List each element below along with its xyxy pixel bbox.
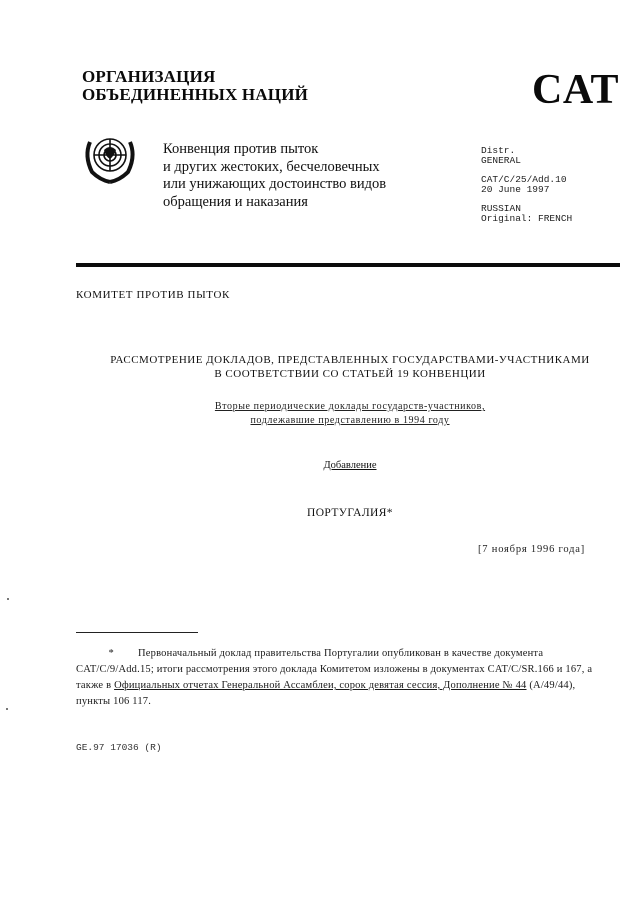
distribution-value: GENERAL: [481, 155, 521, 166]
addendum-label: Добавление: [323, 460, 377, 471]
footnote-text-part2: (A/49/44), пункты 106 117.: [76, 680, 576, 707]
committee-name: КОМИТЕТ ПРОТИВ ПЫТОК: [76, 289, 230, 301]
convention-title: [163, 141, 386, 211]
document-language: RUSSIAN: [481, 203, 521, 214]
document-date: 20 June 1997: [481, 184, 550, 195]
reports-line2: подлежавшие представлению в 1994 году: [250, 415, 450, 426]
footnote-divider: [76, 632, 198, 633]
un-emblem-icon: [78, 130, 142, 186]
convention-title-line: и других жестоких, бесчеловечных: [163, 158, 380, 175]
consideration-line1: РАССМОТРЕНИЕ ДОКЛАДОВ, ПРЕДСТАВЛЕННЫХ ГОСУДАРСТВАМИ-УЧАСТНИКАМИ: [110, 354, 590, 366]
organization-name: [82, 68, 308, 104]
scan-speck: [7, 598, 9, 600]
header-divider: [76, 263, 620, 267]
convention-title-line: или унижающих достоинство видов: [163, 176, 387, 192]
consideration-line2: В СООТВЕТСТВИИ СО СТАТЬЕЙ 19 КОНВЕНЦИИ: [214, 368, 486, 380]
country-name: ПОРТУГАЛИЯ*: [307, 507, 393, 519]
document-metadata: [481, 146, 572, 233]
original-language: Original: FRENCH: [481, 213, 573, 224]
organization-name-line2: ОБЪЕДИНЕННЫХ НАЦИЙ: [82, 85, 309, 104]
organization-name-line1: ОРГАНИЗАЦИЯ: [82, 67, 216, 86]
consideration-heading: [60, 353, 640, 381]
footnote-marker: *: [108, 648, 114, 659]
scan-speck: [6, 708, 8, 710]
footnote: [76, 646, 596, 710]
job-number: GE.97 17036 (R): [76, 742, 162, 753]
reports-line1: Вторые периодические доклады государств-участников,: [214, 401, 486, 412]
series-symbol: CAT: [532, 67, 620, 113]
submission-date: [7 ноября 1996 года]: [478, 544, 586, 555]
distribution-label: Distr.: [481, 145, 516, 156]
reports-subheading: [60, 400, 640, 428]
document-symbol: CAT/C/25/Add.10: [481, 174, 567, 185]
convention-title-line: обращения и наказания: [163, 193, 308, 210]
official-records-reference: Официальных отчетах Генеральной Ассамблеи, сорок девятая сессия, Дополнение № 44: [114, 680, 527, 691]
convention-title-line: Конвенция против пыток: [163, 141, 319, 157]
footnote-text-part1: Первоначальный доклад правительства Португалии опубликован в качестве документа CAT/C/9/Add.15; итоги рассмотрения этого доклада Комитетом изложены в документах CAT/C/SR.166 и 167, а также в: [76, 648, 593, 691]
